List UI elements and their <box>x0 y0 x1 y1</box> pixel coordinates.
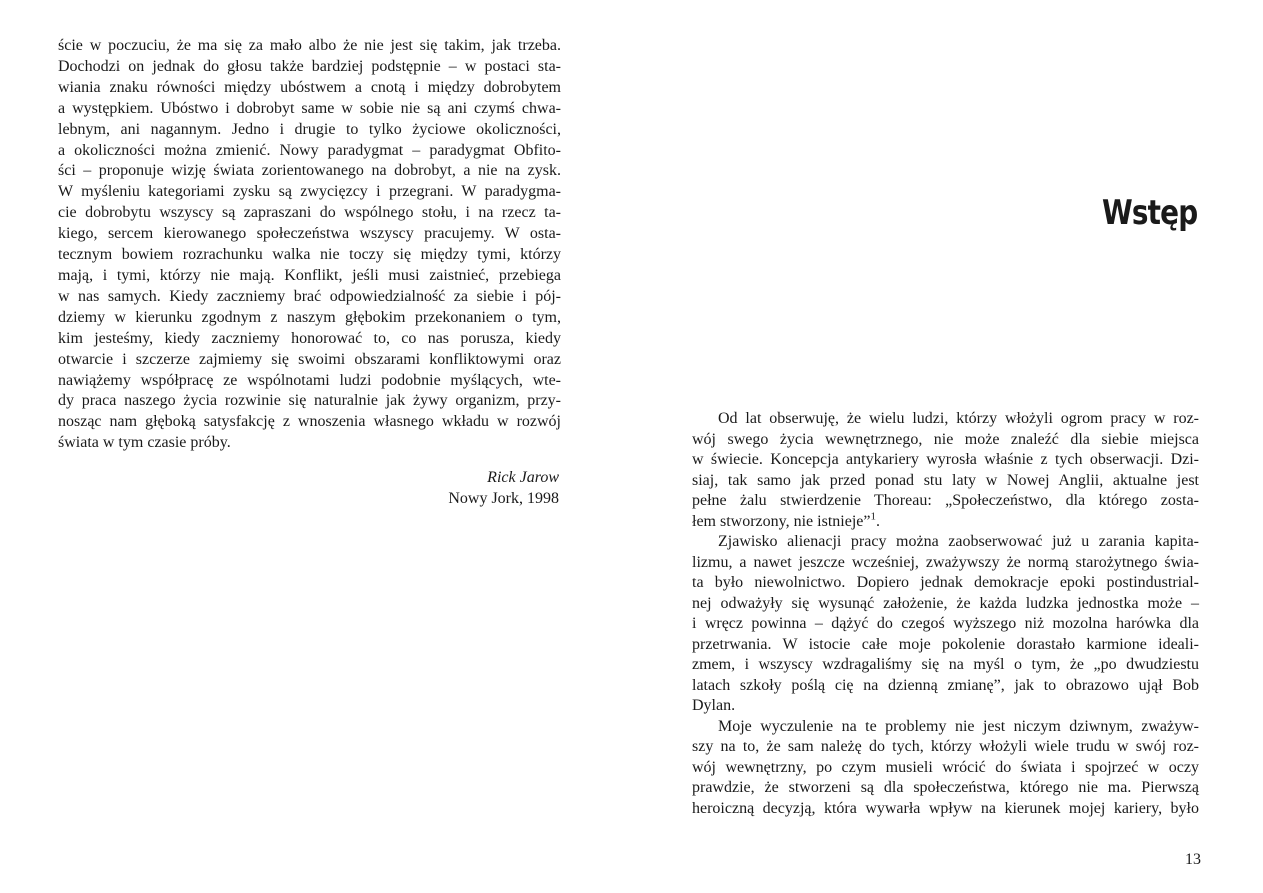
text-line: wój swego życia wewnętrznego, nie może znaleźć dla siebie miejsca <box>692 430 1199 448</box>
signature-place: Nowy Jork, 1998 <box>448 490 559 507</box>
text-line: Dochodzi on jednak do głosu także bardziej podstępnie – w postaci sta- <box>58 57 561 75</box>
text-line: kim jesteśmy, kiedy zaczniemy honorować to, co nas porusza, kiedy <box>58 329 561 347</box>
text-line: siaj, tak samo jak przed ponad stu laty w Nowej Anglii, aktualne jest <box>692 471 1199 489</box>
text-line: w nas samych. Kiedy zaczniemy brać odpowiedzialność za siebie i pój- <box>58 287 561 305</box>
text-line: nej odważyły się wysunąć założenie, że każda ludzka jednostka może – <box>692 594 1199 612</box>
text-line: łem stworzony, nie istnieje”$^1$. <box>692 510 880 530</box>
text-line: a okoliczności można zmienić. Nowy paradygmat – paradygmat Obfito- <box>58 141 561 159</box>
text-line: świata w tym czasie próby. <box>58 434 231 452</box>
page-number: 13 <box>1185 851 1201 868</box>
text-line: nosząc nam głęboką satysfakcję z wnoszenia własnego wkładu w rozwój <box>58 413 561 431</box>
paragraph-2 <box>692 532 1199 717</box>
text-line: dy praca naszego życia rozwinie się naturalnie jak żywy organizm, przy- <box>58 392 561 410</box>
text-line: a występkiem. Ubóstwo i dobrobyt same w sobie nie są ani czymś chwa- <box>58 99 561 117</box>
text-line: lebnym, ani nagannym. Jedno i drugie to tylko życiowe okoliczności, <box>58 120 561 138</box>
footnote-marker[interactable]: 1 <box>870 510 876 523</box>
text-line: Zjawisko alienacji pracy można zaobserwować już u zarania kapita- <box>718 533 1199 550</box>
text-line: i wręcz powinna – dążyć do czegoś wyższego niż mozolna harówka dla <box>692 615 1199 632</box>
sentence-end: . <box>875 512 880 530</box>
text-line: tecznym bowiem rozrachunku walka nie toczy się między tymi, którzy <box>58 246 561 264</box>
text-line: wój wewnętrzny, po czym musieli wrócić do świata i spojrzeć w oczy <box>692 758 1199 776</box>
text-line: W myśleniu kategoriami zysku są zwycięzcy i przegrani. W paradygma- <box>58 183 561 201</box>
left-page-text <box>58 36 561 454</box>
text-line: zmem, i wszyscy wzdragaliśmy się na myśl o tym, że „po dwudziestu <box>692 656 1199 673</box>
text-line: pełne żalu stwierdzenie Thoreau: „Społeczeństwo, dla którego zosta- <box>692 492 1199 509</box>
text-line: dziemy w kierunku zgodnym z naszym głębokim przekonaniem o tym, <box>58 308 561 326</box>
text-line: lizmu, a nawet jeszcze wcześniej, zważywszy że normą starożytnego świa- <box>692 553 1199 571</box>
text-line: nawiążemy współpracę ze wspólnotami ludzi podobnie myślących, wte- <box>58 371 561 389</box>
text-line: latach szkoły poślą cię na dzienną zmianę”, jak to obrazowo ujął Bob <box>692 676 1199 694</box>
text-line: szy na to, że sam należę do tych, którzy włożyli wiele trudu w swój roz- <box>692 738 1199 755</box>
right-page <box>632 0 1263 893</box>
text-line: w świecie. Koncepcja antykariery wyrosła właśnie z tych obserwacji. Dzi- <box>692 451 1199 468</box>
signature-author: Rick Jarow <box>487 469 559 486</box>
text-line: kiego, sercem kierowanego społeczeństwa wszyscy pracujemy. W osta- <box>58 225 561 243</box>
paragraph-3 <box>692 717 1199 820</box>
text-line: ta było niewolnictwo. Dopiero jednak demokracje epoki postindustrial- <box>692 574 1199 591</box>
text-line: Dylan. <box>692 697 736 714</box>
left-page <box>0 0 631 893</box>
text-line: mają, i tymi, którzy nie mają. Konflikt, jeśli musi zaistnieć, przebiega <box>58 266 561 284</box>
text-line: wiania znaku równości między ubóstwem a cnotą i między dobrobytem <box>58 78 561 96</box>
text-line: ście w poczuciu, że ma się za mało albo że nie jest się takim, jak trzeba. <box>58 37 561 54</box>
text-line: prawdzie, że stworzeni są dla społeczeństwa, którego nie ma. Pierwszą <box>692 779 1199 796</box>
left-paragraph <box>58 36 561 454</box>
text-line: przetrwania. W istocie całe moje pokolenie dorastało karmione ideali- <box>692 635 1199 653</box>
text-line: heroiczną decyzją, która wywarła wpływ na kierunek mojej kariery, było <box>692 799 1199 817</box>
text-line: Moje wyczulenie na te problemy nie jest niczym dziwnym, zważyw- <box>718 717 1199 735</box>
chapter-heading: Wstęp <box>1101 193 1197 233</box>
text-line: ści – proponuje wizję świata zorientowanego na dobrobyt, a nie na zysk. <box>58 162 561 180</box>
right-page-text <box>692 409 1199 819</box>
signature <box>448 467 559 509</box>
paragraph-1 <box>692 409 1199 532</box>
text-line: cie dobrobytu wszyscy są zapraszani do wspólnego stołu, i na rzecz ta- <box>58 204 561 222</box>
text-line: Od lat obserwuję, że wielu ludzi, którzy włożyli ogrom pracy w roz- <box>718 410 1199 427</box>
text-line: otwarcie i szczerze zajmiemy się swoimi obszarami konfliktowymi oraz <box>58 350 561 368</box>
